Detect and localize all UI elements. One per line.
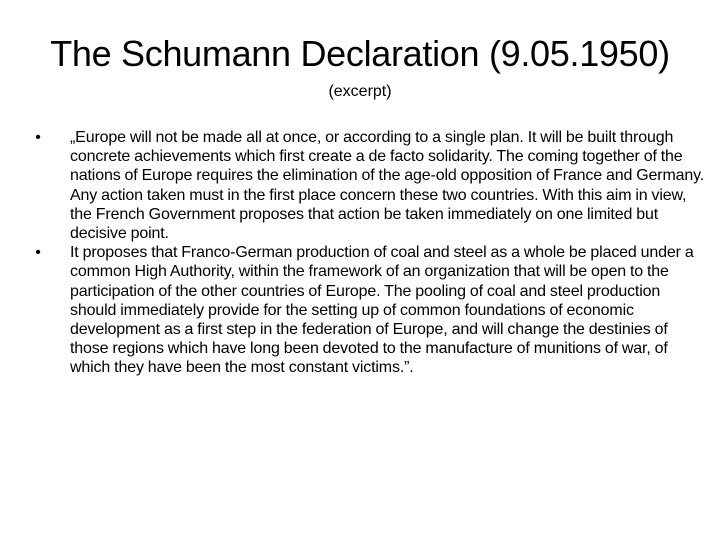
bullet-icon: • (35, 129, 41, 146)
list-item (30, 243, 710, 377)
bullet-text: „Europe will not be made all at once, or according to a single plan. It will be built through concrete achievements which first create a de facto solidarity. The coming together of the nations of Europe requires the elimination of the age-old opposition of France and Germany. Any action taken must in the first place concern these two countries. With this aim in view, the French Government proposes that action be taken immediately on one limited but decisive point. (70, 129, 705, 243)
bullet-list (30, 128, 710, 378)
slide-title: The Schumann Declaration (9.05.1950) (50, 33, 670, 74)
list-item (30, 128, 710, 243)
bullet-text: It proposes that Franco-German production of coal and steel as a whole be placed under a common High Authority, within the framework of an organization that will be open to the participation of the other countries of Europe. The pooling of coal and steel production should immediately provide for the setting up of common foundations of economic development as a first step in the federation of Europe, and will change the destinies of those regions which have long been devoted to the manufacture of munitions of war, of which they have been the most constant victims.”. (70, 244, 694, 377)
bullet-icon: • (35, 244, 41, 262)
slide-subtitle: (excerpt) (328, 83, 392, 100)
